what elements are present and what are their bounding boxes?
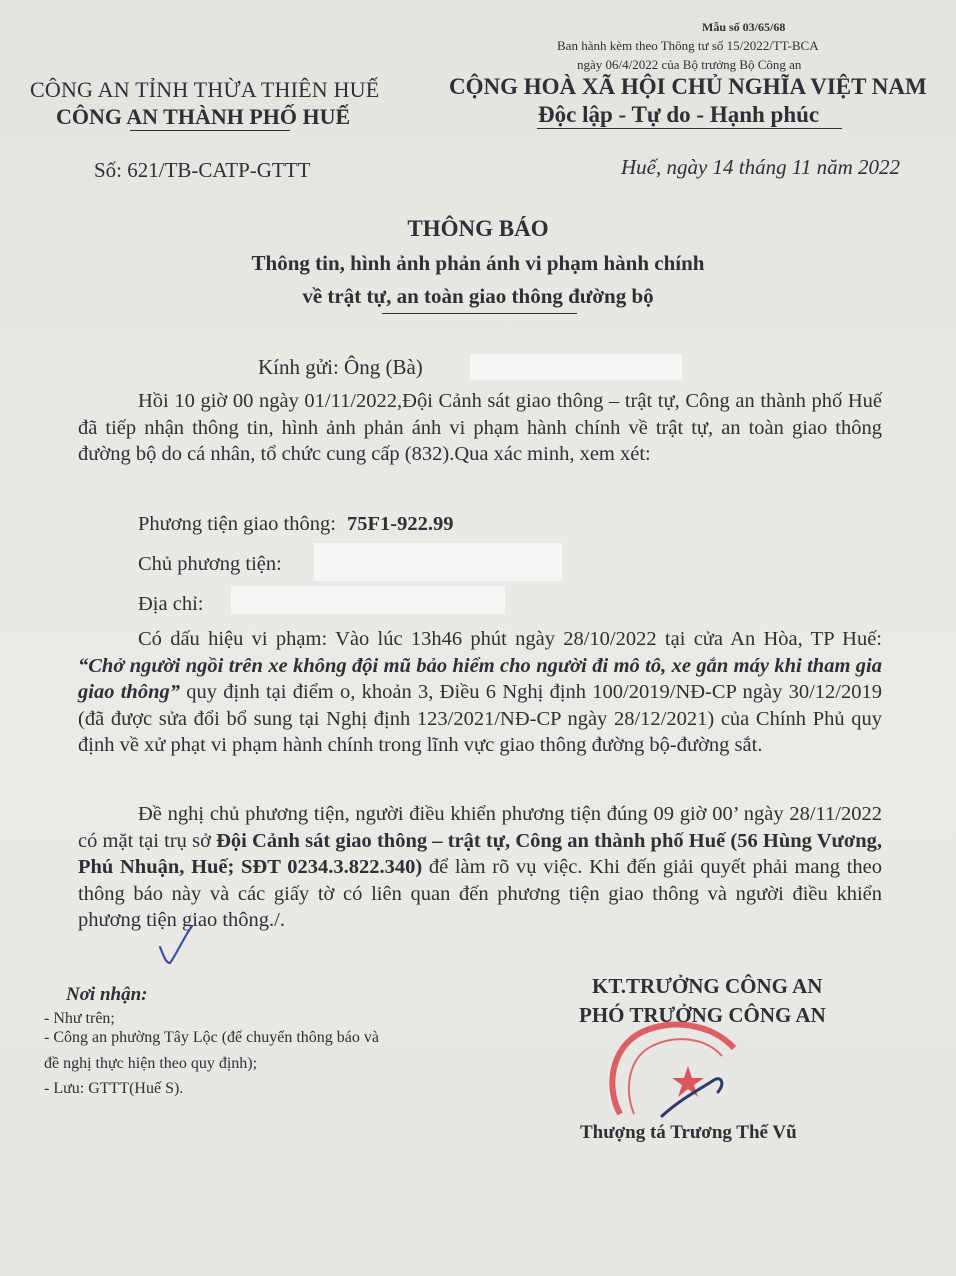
paragraph-intro: [78, 388, 882, 468]
official-seal-icon: [602, 1018, 742, 1118]
issued-by-line-1: Ban hành kèm theo Thông tư số 15/2022/TT-BCA: [557, 38, 819, 53]
request-prefix: Đề nghị chủ phương tiện, người điều khiển phương tiện đúng 09 giờ 00’ ngày 28/11/2022 có mặt tại trụ sở: [78, 803, 882, 852]
form-number: Mẫu số 03/65/68: [702, 20, 786, 34]
recipient-item: - Lưu: GTTT(Huế S).: [44, 1080, 184, 1097]
signature-title-1: KT.TRƯỞNG CÔNG AN: [592, 974, 823, 998]
violation-quote: “Chở người ngồi trên xe không đội mũ bảo hiểm cho người đi mô tô, xe gắn máy khi tham gia giao thông”: [78, 654, 882, 703]
violation-prefix: Có dấu hiệu vi phạm: Vào lúc 13h46 phút ngày 28/10/2022 tại cửa An Hòa, TP Huế:: [138, 628, 882, 650]
place-date: Huế, ngày 14 tháng 11 năm 2022: [621, 155, 900, 179]
paragraph-request: [78, 801, 882, 934]
intro-text: Hồi 10 giờ 00 ngày 01/11/2022,Đội Cảnh sát giao thông – trật tự, Công an thành phố Huế đã tiếp nhận thông tin, hình ảnh phản ánh vi phạm hành chính về trật tự, an toàn giao thông đường bộ do cá nhân, tổ chức cung cấp (832).Qua xác minh, xem xét:: [78, 390, 882, 465]
request-location: Đội Cảnh sát giao thông – trật tự, Công an thành phố Huế (56 Hùng Vương, Phú Nhuận, Huế; SĐT 0234.3.822.340): [78, 829, 882, 878]
issued-by-line-2: ngày 06/4/2022 của Bộ trưởng Bộ Công an: [577, 57, 802, 72]
violation-suffix: quy định tại điểm o, khoản 3, Điều 6 Nghị định 100/2019/NĐ-CP ngày 30/12/2019 (đã được sửa đổi bổ sung tại Nghị định 123/2021/NĐ-CP ngày 28/12/2021) của Chính Phủ quy định về xử phạt vi phạm hành chính trong lĩnh vực giao thông đường bộ-đường sắt.: [78, 681, 882, 756]
recipients-title: Nơi nhận:: [66, 984, 148, 1005]
signature-title-2: PHÓ TRƯỞNG CÔNG AN: [579, 1003, 826, 1027]
request-suffix: để làm rõ vụ việc. Khi đến giải quyết phải mang theo thông báo này và các giấy tờ có liên quan đến phương tiện giao thông và người điều khiển phương tiện giao thông./.: [78, 856, 882, 931]
agency-parent: CÔNG AN TỈNH THỪA THIÊN HUẾ: [30, 77, 380, 102]
nation-title: CỘNG HOÀ XÃ HỘI CHỦ NGHĨA VIỆT NAM: [449, 74, 927, 99]
salutation: Kính gửi: Ông (Bà): [258, 355, 423, 379]
owner-field: [138, 553, 282, 576]
paragraph-violation: [78, 626, 882, 759]
subtitle-underline: [382, 313, 577, 314]
motto-underline: [537, 128, 842, 129]
signer-name: Thượng tá Trương Thế Vũ: [580, 1122, 797, 1143]
redacted-owner: [314, 543, 562, 581]
vehicle-field: [138, 513, 454, 536]
agency-name: CÔNG AN THÀNH PHỐ HUẾ: [56, 104, 351, 129]
owner-label: Chủ phương tiện:: [138, 553, 282, 575]
address-field: [138, 593, 203, 616]
agency-underline: [130, 130, 290, 131]
checkmark-icon: [156, 923, 196, 967]
recipient-item: đề nghị thực hiện theo quy định);: [44, 1055, 258, 1072]
vehicle-label: Phương tiện giao thông:: [138, 513, 336, 535]
redacted-name: [470, 354, 682, 380]
redacted-address: [231, 586, 505, 614]
address-label: Địa chỉ:: [138, 593, 204, 615]
recipient-item: - Công an phường Tây Lộc (để chuyển thông báo và: [44, 1029, 379, 1046]
document-subtitle-1: Thông tin, hình ảnh phản ánh vi phạm hành chính: [251, 251, 705, 275]
vehicle-plate: 75F1-922.99: [347, 513, 454, 535]
document-subtitle-2: về trật tự, an toàn giao thông đường bộ: [302, 284, 654, 308]
recipient-item: - Như trên;: [44, 1010, 115, 1027]
document-title: THÔNG BÁO: [407, 216, 549, 241]
motto: Độc lập - Tự do - Hạnh phúc: [538, 102, 820, 127]
document-number: Số: 621/TB-CATP-GTTT: [94, 158, 311, 182]
